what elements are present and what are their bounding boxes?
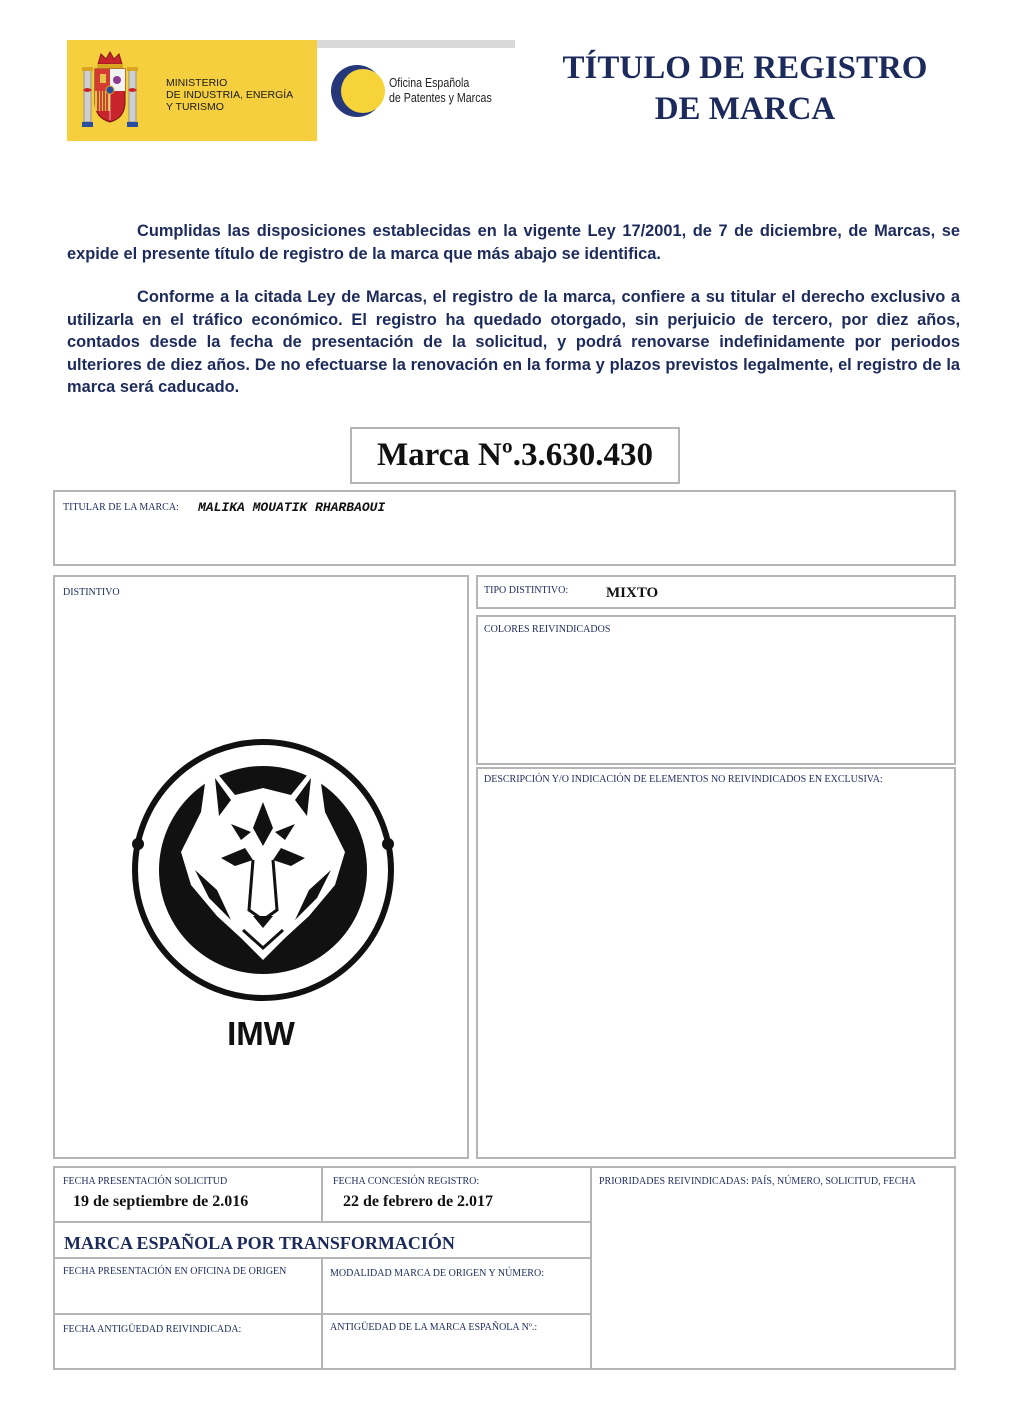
wolf-head-icon [113, 720, 413, 1020]
holder-value: MALIKA MOUATIK RHARBAOUI [198, 500, 386, 515]
colores-box [476, 615, 956, 765]
intro-paragraph-2: Conforme a la citada Ley de Marcas, el registro de la marca, confiere a su titular el derecho exclusivo a utilizarla en el tráfico económico. El registro ha quedado otorgado, sin perjuicio de tercero, por diez años, contados desde la fecha de presentación de la solicitud, y podrá renovarse indefinidamente por periodos ulteriores de diez años. De no efectuarse la renovación en la forma y plazos previstos legalmente, el registro de la marca será caducado. [67, 288, 960, 396]
header-gray-bar [317, 40, 515, 48]
colores-label: COLORES REIVINDICADOS [484, 624, 611, 635]
page-title-line: DE MARCA [654, 91, 836, 127]
oepm-logo-icon [325, 60, 387, 122]
office-logo-block [317, 40, 515, 141]
holder-box [53, 490, 956, 566]
coat-of-arms-icon [81, 50, 139, 132]
transformacion-heading: MARCA ESPAÑOLA POR TRANSFORMACIÓN [64, 1233, 455, 1253]
ministry-logo-block [67, 40, 317, 141]
prioridades-label: PRIORIDADES REIVINDICADAS: PAÍS, NÚMERO, SOLICITUD, FECHA [599, 1176, 916, 1187]
tipo-value: MIXTO [606, 585, 659, 601]
mark-number-box [350, 427, 680, 484]
tipo-box [476, 575, 956, 609]
modalidad-box [321, 1257, 592, 1315]
fecha-concesion-box [321, 1166, 592, 1223]
office-line: Oficina Española [389, 76, 470, 90]
distintivo-label: DISTINTIVO [63, 587, 120, 598]
fecha-presentacion-value: 19 de septiembre de 2.016 [73, 1193, 249, 1210]
mark-number: Marca Nº.3.630.430 [376, 437, 654, 473]
ministry-name [166, 77, 293, 113]
fecha-concesion-label: FECHA CONCESIÓN REGISTRO: [333, 1176, 480, 1187]
descripcion-box [476, 767, 956, 1159]
fecha-origen-label: FECHA PRESENTACIÓN EN OFICINA DE ORIGEN [63, 1266, 287, 1277]
ministry-line: Y TURISMO [166, 101, 224, 113]
page-title [520, 48, 970, 130]
office-name [389, 76, 492, 106]
fecha-presentacion-box [53, 1166, 323, 1223]
antiguedad-label: FECHA ANTIGÜEDAD REIVINDICADA: [63, 1324, 242, 1335]
fecha-origen-box [53, 1257, 323, 1315]
antiguedad-box [53, 1313, 323, 1370]
office-line: de Patentes y Marcas [389, 91, 492, 105]
fecha-concesion-value: 22 de febrero de 2.017 [343, 1193, 494, 1210]
intro-paragraph-1: Cumplidas las disposiciones establecidas en la vigente Ley 17/2001, de 7 de diciembre, de Marcas, se expide el presente título de registro de la marca que más abajo se identifica. [67, 222, 960, 263]
antiguedad-marca-label: ANTIGÜEDAD DE LA MARCA ESPAÑOLA Nº.: [330, 1322, 538, 1333]
fecha-presentacion-label: FECHA PRESENTACIÓN SOLICITUD [63, 1176, 228, 1187]
descripcion-label: DESCRIPCIÓN Y/O INDICACIÓN DE ELEMENTOS NO REIVINDICADOS EN EXCLUSIVA: [484, 774, 883, 785]
modalidad-label: MODALIDAD MARCA DE ORIGEN Y NÚMERO: [330, 1268, 544, 1279]
page-title-line: TÍTULO DE REGISTRO [562, 50, 928, 86]
antiguedad-marca-box [321, 1313, 592, 1370]
transformacion-heading-box [53, 1221, 592, 1259]
ministry-line: DE INDUSTRIA, ENERGÍA [166, 89, 294, 101]
logo-text: IMW [227, 1015, 295, 1052]
prioridades-box [590, 1166, 956, 1370]
distintivo-box [53, 575, 469, 1159]
ministry-line: MINISTERIO [166, 77, 228, 89]
tipo-label: TIPO DISTINTIVO: [484, 585, 569, 596]
holder-label: TITULAR DE LA MARCA: [63, 502, 179, 513]
